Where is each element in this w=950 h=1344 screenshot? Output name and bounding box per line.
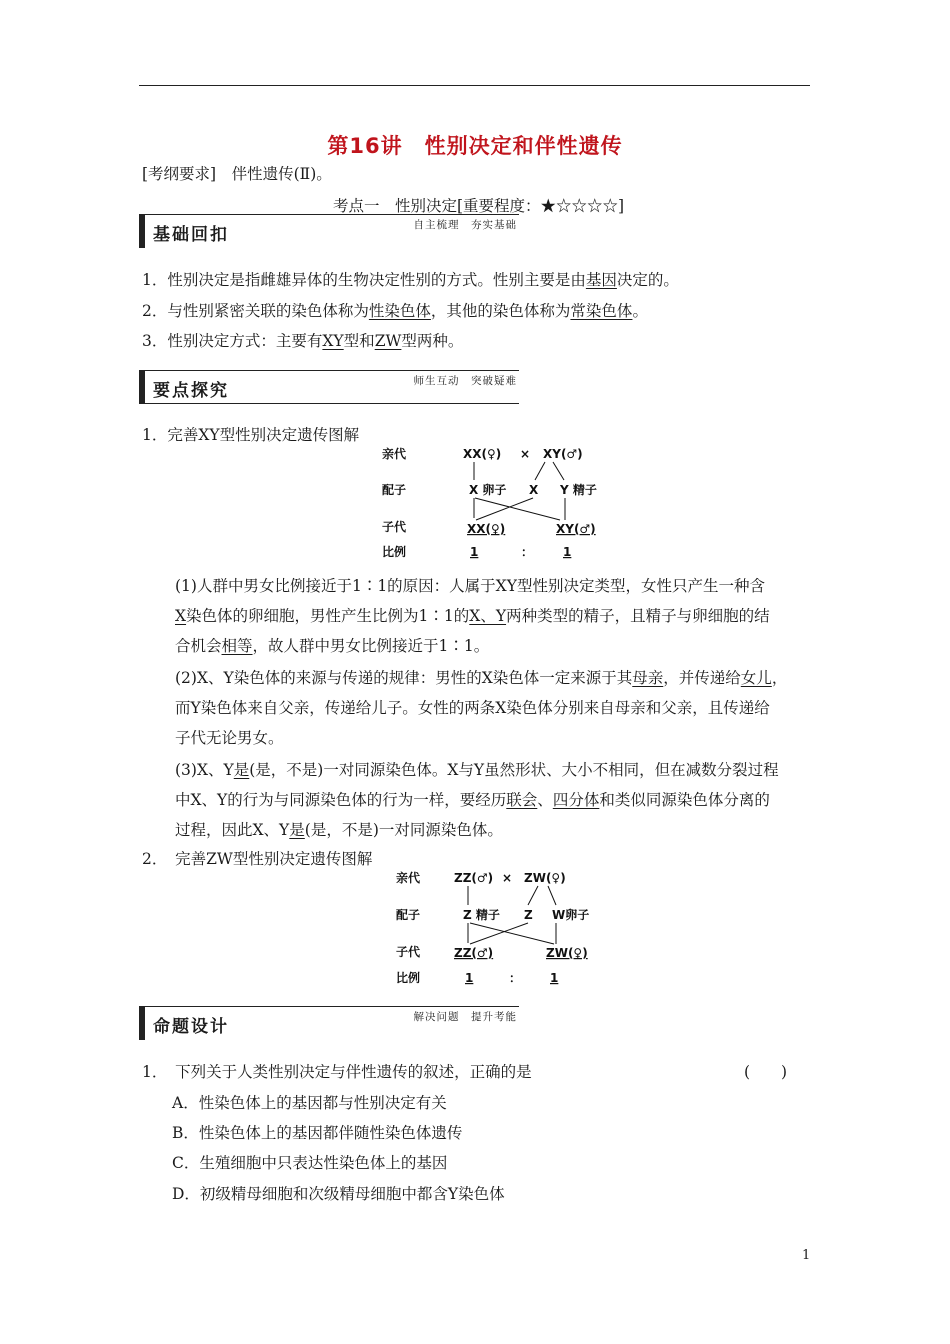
exam-requirement: [考纲要求] 伴性遗传(Ⅱ)。 bbox=[142, 165, 332, 183]
zw-heading: 2． 完善ZW型性别决定遗传图解 bbox=[142, 850, 373, 868]
section-subtitle: 师生互动 突破疑难 bbox=[413, 375, 517, 387]
parent-right: ZW(♀) bbox=[524, 871, 566, 885]
row-label-offspring: 子代 bbox=[382, 520, 407, 534]
cross-symbol: × bbox=[502, 871, 513, 885]
section-subtitle: 自主梳理 夯实基础 bbox=[413, 219, 517, 231]
arrow bbox=[535, 462, 545, 480]
row-label-offspring: 子代 bbox=[396, 945, 421, 959]
gamete-left: X 卵子 bbox=[469, 483, 507, 497]
ratio-colon: ： bbox=[509, 971, 522, 985]
answer-blank[interactable]: ( ) bbox=[744, 1063, 788, 1081]
gamete-left: Z 精子 bbox=[463, 908, 500, 922]
section-label: 命题设计 bbox=[153, 1017, 229, 1037]
paragraph-2: (2)X、Y染色体的来源与传递的规律：男性的X染色体一定来源于其母亲，并传递给女儿， 而Y染色体来自父亲，传递给儿子。女性的两条X染色体分别来自母亲和父亲，且传递给 子代无论男女。 bbox=[175, 669, 788, 747]
section-yaodian bbox=[139, 370, 519, 404]
ratio-right: 1 bbox=[550, 971, 559, 985]
gamete-mid: Z bbox=[524, 908, 533, 922]
child-right: XY(♂) bbox=[556, 522, 596, 536]
arrow bbox=[553, 462, 564, 480]
xy-heading: 1．完善XY型性别决定遗传图解 bbox=[142, 426, 360, 444]
section-label: 要点探究 bbox=[153, 381, 229, 401]
cross-symbol: × bbox=[520, 447, 531, 461]
zw-cross-diagram bbox=[388, 864, 618, 989]
page-title: 第16讲 性别决定和伴性遗传 bbox=[327, 134, 623, 158]
row-label-parent: 亲代 bbox=[396, 871, 421, 885]
row-label-gamete: 配子 bbox=[382, 483, 407, 497]
section-label: 基础回扣 bbox=[153, 225, 229, 245]
row-label-parent: 亲代 bbox=[382, 447, 407, 461]
row-label-ratio: 比例 bbox=[396, 971, 421, 985]
section-mingti bbox=[139, 1006, 519, 1040]
option-b[interactable]: B．性染色体上的基因都伴随性染色体遗传 bbox=[172, 1124, 463, 1142]
page-number: 1 bbox=[802, 1248, 811, 1263]
ratio-right: 1 bbox=[563, 545, 572, 559]
gamete-right: Y 精子 bbox=[560, 483, 597, 497]
section-subtitle: 解决问题 提升考能 bbox=[413, 1011, 517, 1023]
option-d[interactable]: D．初级精母细胞和次级精母细胞中都含Y染色体 bbox=[172, 1185, 505, 1203]
ratio-left: 1 bbox=[465, 971, 474, 985]
ratio-colon: ： bbox=[521, 545, 534, 559]
ratio-left: 1 bbox=[470, 545, 479, 559]
top-rule bbox=[139, 85, 810, 86]
gamete-mid: X bbox=[529, 483, 539, 497]
question-stem: 1． 下列关于人类性别决定与伴性遗传的叙述，正确的是 bbox=[142, 1063, 532, 1081]
row-label-gamete: 配子 bbox=[396, 908, 421, 922]
parent-right: XY(♂) bbox=[543, 447, 583, 461]
basic-item-3: 3．性别决定方式：主要有XY型和ZW型两种。 bbox=[142, 332, 464, 350]
paragraph-1: (1)人群中男女比例接近于1∶1的原因：人属于XY型性别决定类型，女性只产生一种含 X染色体的卵细胞，男性产生比例为1∶1的X、Y两种类型的精子，且精子与卵细胞的结 合机会相等，故人群中男女比例接近于1∶1。 bbox=[175, 577, 770, 655]
basic-item-2: 2．与性别紧密关联的染色体称为性染色体，其他的染色体称为常染色体。 bbox=[142, 302, 648, 320]
arrow bbox=[476, 498, 533, 520]
arrow bbox=[475, 498, 560, 520]
kaodian-heading: 考点一 性别决定[重要程度：★☆☆☆☆] bbox=[333, 197, 625, 215]
child-left: ZZ(♂) bbox=[454, 946, 494, 960]
option-c[interactable]: C．生殖细胞中只表达性染色体上的基因 bbox=[172, 1154, 448, 1172]
child-right: ZW(♀) bbox=[546, 946, 588, 960]
section-jichu bbox=[139, 214, 519, 248]
child-left: XX(♀) bbox=[467, 522, 506, 536]
row-label-ratio: 比例 bbox=[382, 545, 407, 559]
gamete-right: W卵子 bbox=[552, 908, 590, 922]
option-a[interactable]: A．性染色体上的基因都与性别决定有关 bbox=[172, 1094, 447, 1112]
xy-cross-diagram bbox=[375, 440, 615, 565]
basic-item-1: 1．性别决定是指雌雄异体的生物决定性别的方式。性别主要是由基因决定的。 bbox=[142, 271, 679, 289]
parent-left: ZZ(♂) bbox=[454, 871, 494, 885]
paragraph-3: (3)X、Y是(是，不是)一对同源染色体。X与Y虽然形状、大小不相同，但在减数分裂过程 中X、Y的行为与同源染色体的行为一样，要经历联会、四分体和类似同源染色体分离的 过程，因此X、Y是(是，不是)一对同源染色体。 bbox=[175, 761, 779, 839]
parent-left: XX(♀) bbox=[463, 447, 502, 461]
